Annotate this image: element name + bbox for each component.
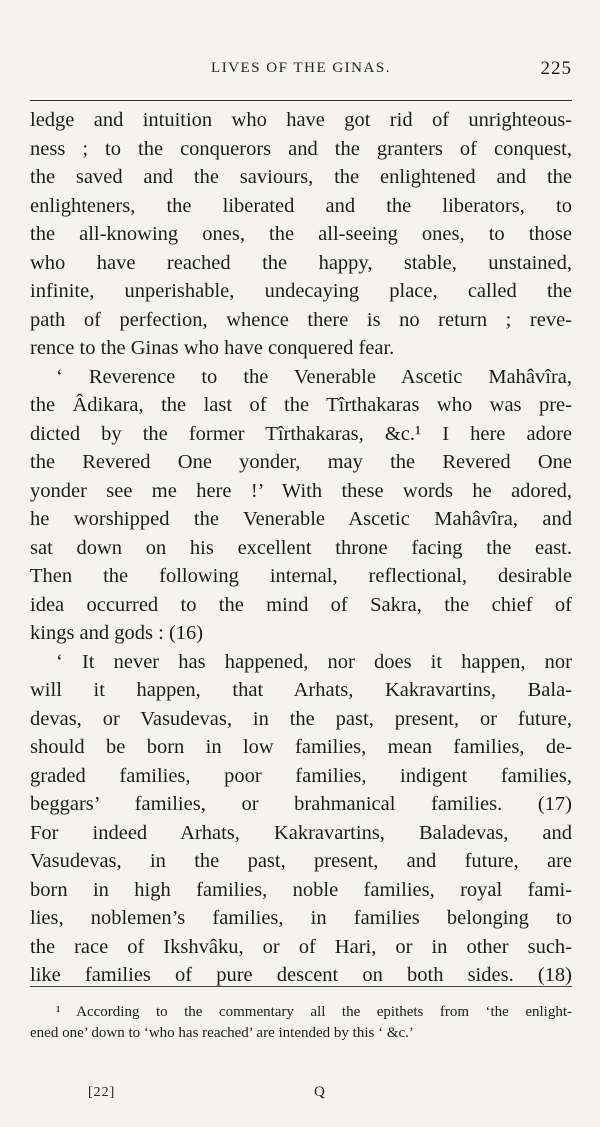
- text-line: yonder see me here !’ With these words he adored,: [30, 479, 572, 502]
- running-title: LIVES OF THE GINAS.: [211, 60, 391, 76]
- page-header: [30, 58, 572, 84]
- text-line: devas, or Vasudevas, in the past, present, or future,: [30, 707, 572, 730]
- signature-mark: [22]: [88, 1085, 116, 1100]
- text-line: the race of Ikshvâku, or of Hari, or in other such-: [30, 935, 572, 958]
- text-line: will it happen, that Arhats, Kakravartins, Bala-: [30, 679, 572, 701]
- text-line: who have reached the happy, stable, unstained,: [30, 251, 572, 274]
- text-line: the Revered One yonder, may the Revered One: [30, 451, 572, 473]
- text-line: the saved and the saviours, the enlightened and the: [30, 166, 572, 188]
- text-line: the Âdikara, the last of the Tîrthakaras who was pre-: [30, 394, 572, 416]
- text-line: like families of pure descent on both sides. (18): [30, 964, 572, 986]
- body-text: [30, 106, 572, 990]
- text-line: the all-knowing ones, the all-seeing ones, to those: [30, 223, 572, 245]
- page-number: 225: [540, 58, 572, 79]
- gathering-mark: Q: [314, 1084, 325, 1100]
- text-line: should be born in low families, mean families, de-: [30, 736, 572, 758]
- text-line: infinite, unperishable, undecaying place, called the: [30, 280, 572, 302]
- header-rule: [30, 100, 572, 101]
- text-line: ledge and intuition who have got rid of unrighteous-: [30, 109, 572, 131]
- text-line: ‘ It never has happened, nor does it happen, nor: [56, 650, 572, 673]
- text-line: ‘ Reverence to the Venerable Ascetic Mahâvîra,: [56, 365, 572, 388]
- text-line: sat down on his excellent throne facing the east.: [30, 536, 572, 559]
- text-line: enlighteners, the liberated and the liberators, to: [30, 194, 572, 217]
- text-line: ness ; to the conquerors and the granters of conquest,: [30, 137, 572, 160]
- text-line: idea occurred to the mind of Sakra, the chief of: [30, 593, 572, 616]
- footnote: [30, 1002, 572, 1044]
- text-line: Then the following internal, reflectional, desirable: [30, 565, 572, 587]
- text-line: path of perfection, whence there is no return ; reve-: [30, 308, 572, 331]
- text-line: dicted by the former Tîrthakaras, &c.¹ I here adore: [30, 422, 572, 445]
- footnote-rule: [30, 986, 572, 987]
- footnote-line: ¹ According to the commentary all the epithets from ‘the enlight-: [56, 1004, 572, 1020]
- text-line: lies, noblemen’s families, in families belonging to: [30, 907, 572, 929]
- footnote-line: ened one’ down to ‘who has reached’ are intended by this ‘ &c.’: [30, 1025, 414, 1041]
- text-line: born in high families, noble families, royal fami-: [30, 878, 572, 901]
- text-line: Vasudevas, in the past, present, and future, are: [30, 850, 572, 872]
- text-line: kings and gods : (16): [30, 622, 204, 644]
- text-line: he worshipped the Venerable Ascetic Mahâvîra, and: [30, 508, 572, 530]
- text-line: graded families, poor families, indigent families,: [30, 764, 572, 787]
- text-line: rence to the Ginas who have conquered fear.: [30, 337, 395, 359]
- text-line: For indeed Arhats, Kakravartins, Baladevas, and: [30, 821, 572, 844]
- text-line: beggars’ families, or brahmanical families. (17): [30, 793, 572, 815]
